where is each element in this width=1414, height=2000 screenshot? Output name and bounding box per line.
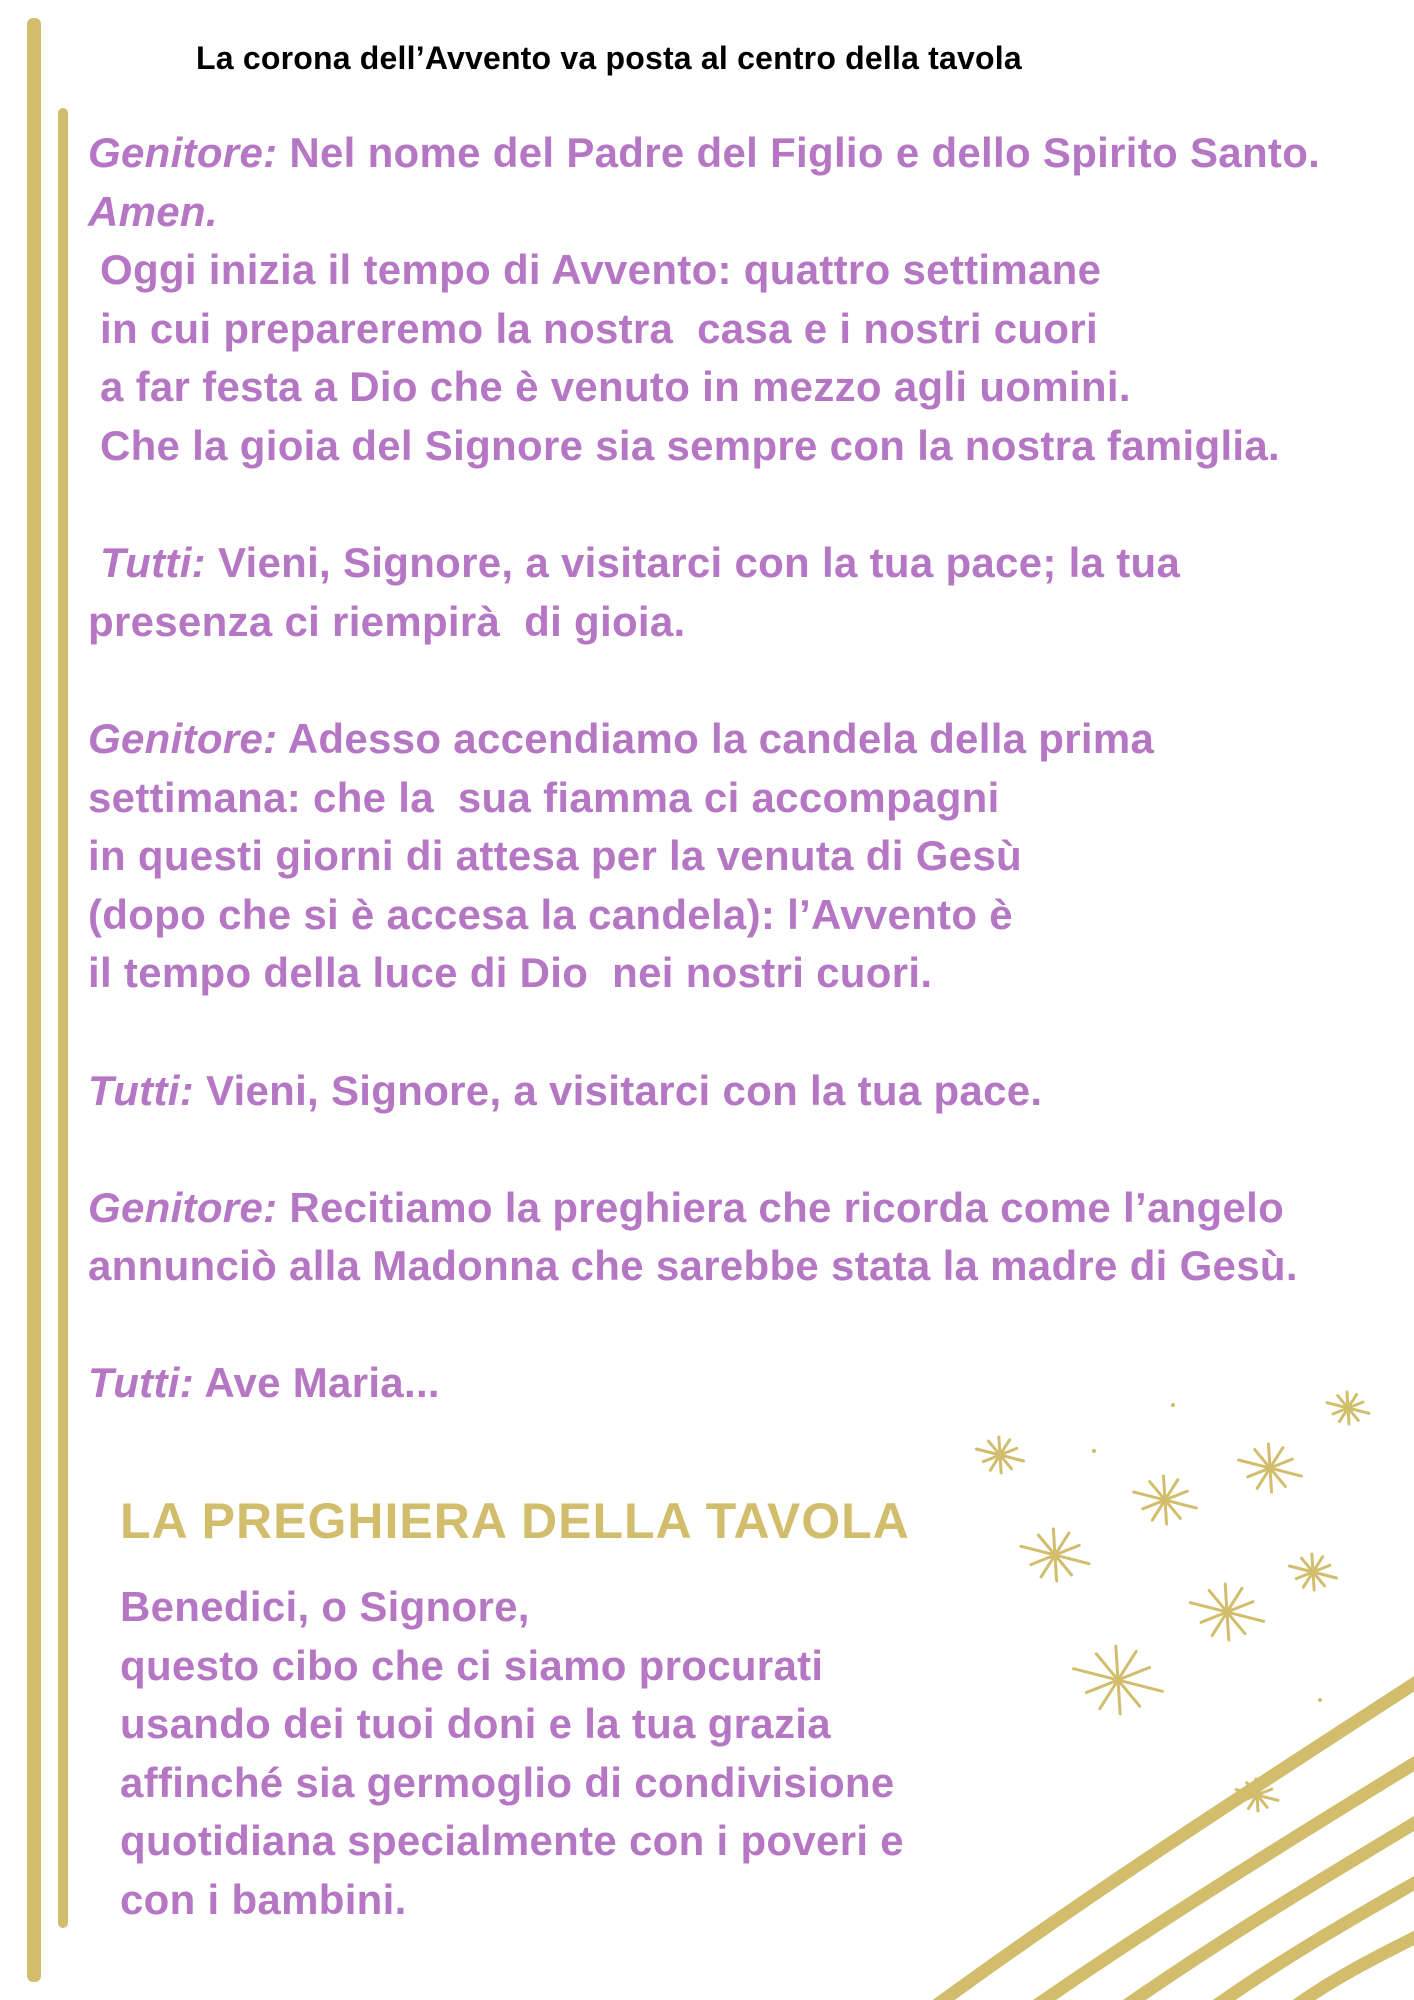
star-icon xyxy=(1021,1529,1089,1581)
stripe xyxy=(930,1680,1414,2000)
prayer-line: usando dei tuoi doni e la tua grazia xyxy=(120,1700,831,1748)
text-line: Oggi inizia il tempo di Avvento: quattro settimane xyxy=(88,246,1102,294)
star-icon xyxy=(1289,1554,1336,1590)
star-icon xyxy=(976,1437,1023,1473)
text-line: Ave Maria... xyxy=(193,1359,440,1407)
prayer-line: Benedici, o Signore, xyxy=(120,1583,530,1630)
star-icon xyxy=(1190,1584,1263,1640)
text-line: in cui prepareremo la nostra casa e i nostri cuori xyxy=(88,304,1098,352)
speaker-label: Tutti: xyxy=(99,539,206,587)
prayer-title: LA PREGHIERA DELLA TAVOLA xyxy=(120,1493,910,1549)
sparkle-dot xyxy=(1092,1449,1096,1453)
speaker-label: Tutti: xyxy=(88,1066,194,1114)
text-line: a far festa a Dio che è venuto in mezzo agli uomini. xyxy=(88,363,1131,411)
prayer-line: quotidiana specialmente con i poveri e xyxy=(120,1817,904,1865)
star-icon xyxy=(1074,1646,1163,1714)
text-line: Recitiamo la preghiera che ricorda come l’angelo xyxy=(277,1183,1285,1231)
speaker-label: Tutti: xyxy=(88,1359,194,1407)
text-line: Vieni, Signore, a visitarci con la tua pace; la tua xyxy=(205,539,1181,587)
text-line: Adesso accendiamo la candela della prima xyxy=(277,714,1155,762)
speaker-label: Genitore: xyxy=(88,1183,278,1231)
prayer-line: affinché sia germoglio di condivisione xyxy=(120,1758,895,1806)
speaker-label: Genitore: xyxy=(88,129,278,176)
stripe xyxy=(1210,1880,1414,2000)
speaker-label: Genitore: xyxy=(88,714,278,762)
prayer-line: questo cibo che ci siamo procurati xyxy=(120,1641,824,1689)
amen-line: Amen. xyxy=(88,187,218,235)
text-line: il tempo della luce di Dio nei nostri cuori. xyxy=(88,949,933,997)
text-line: Vieni, Signore, a visitarci con la tua pace. xyxy=(193,1066,1043,1114)
prayer-line: con i bambini. xyxy=(120,1875,407,1923)
star-icon xyxy=(1239,1444,1302,1492)
star-icon xyxy=(1327,1392,1369,1424)
text-line: in questi giorni di attesa per la venuta di Gesù xyxy=(88,832,1022,880)
text-line: presenza ci riempirà di gioia. xyxy=(88,597,686,645)
star-icon xyxy=(1134,1476,1197,1524)
header-instruction: La corona dell’Avvento va posta al centro della tavola xyxy=(196,40,1022,76)
text-line: annunciò alla Madonna che sarebbe stata la madre di Gesù. xyxy=(88,1242,1298,1290)
text-line: Nel nome del Padre del Figlio e dello Spirito Santo. xyxy=(277,129,1321,176)
text-line: settimana: che la sua fiamma ci accompagni xyxy=(88,773,1000,821)
text-line: (dopo che si è accesa la candela): l’Avvento è xyxy=(88,890,1013,938)
diagonal-stripes xyxy=(930,1680,1414,2000)
text-line: Che la gioia del Signore sia sempre con la nostra famiglia. xyxy=(88,421,1281,469)
sparkle-dot xyxy=(1171,1403,1175,1407)
sparkle-dot xyxy=(1318,1698,1322,1702)
